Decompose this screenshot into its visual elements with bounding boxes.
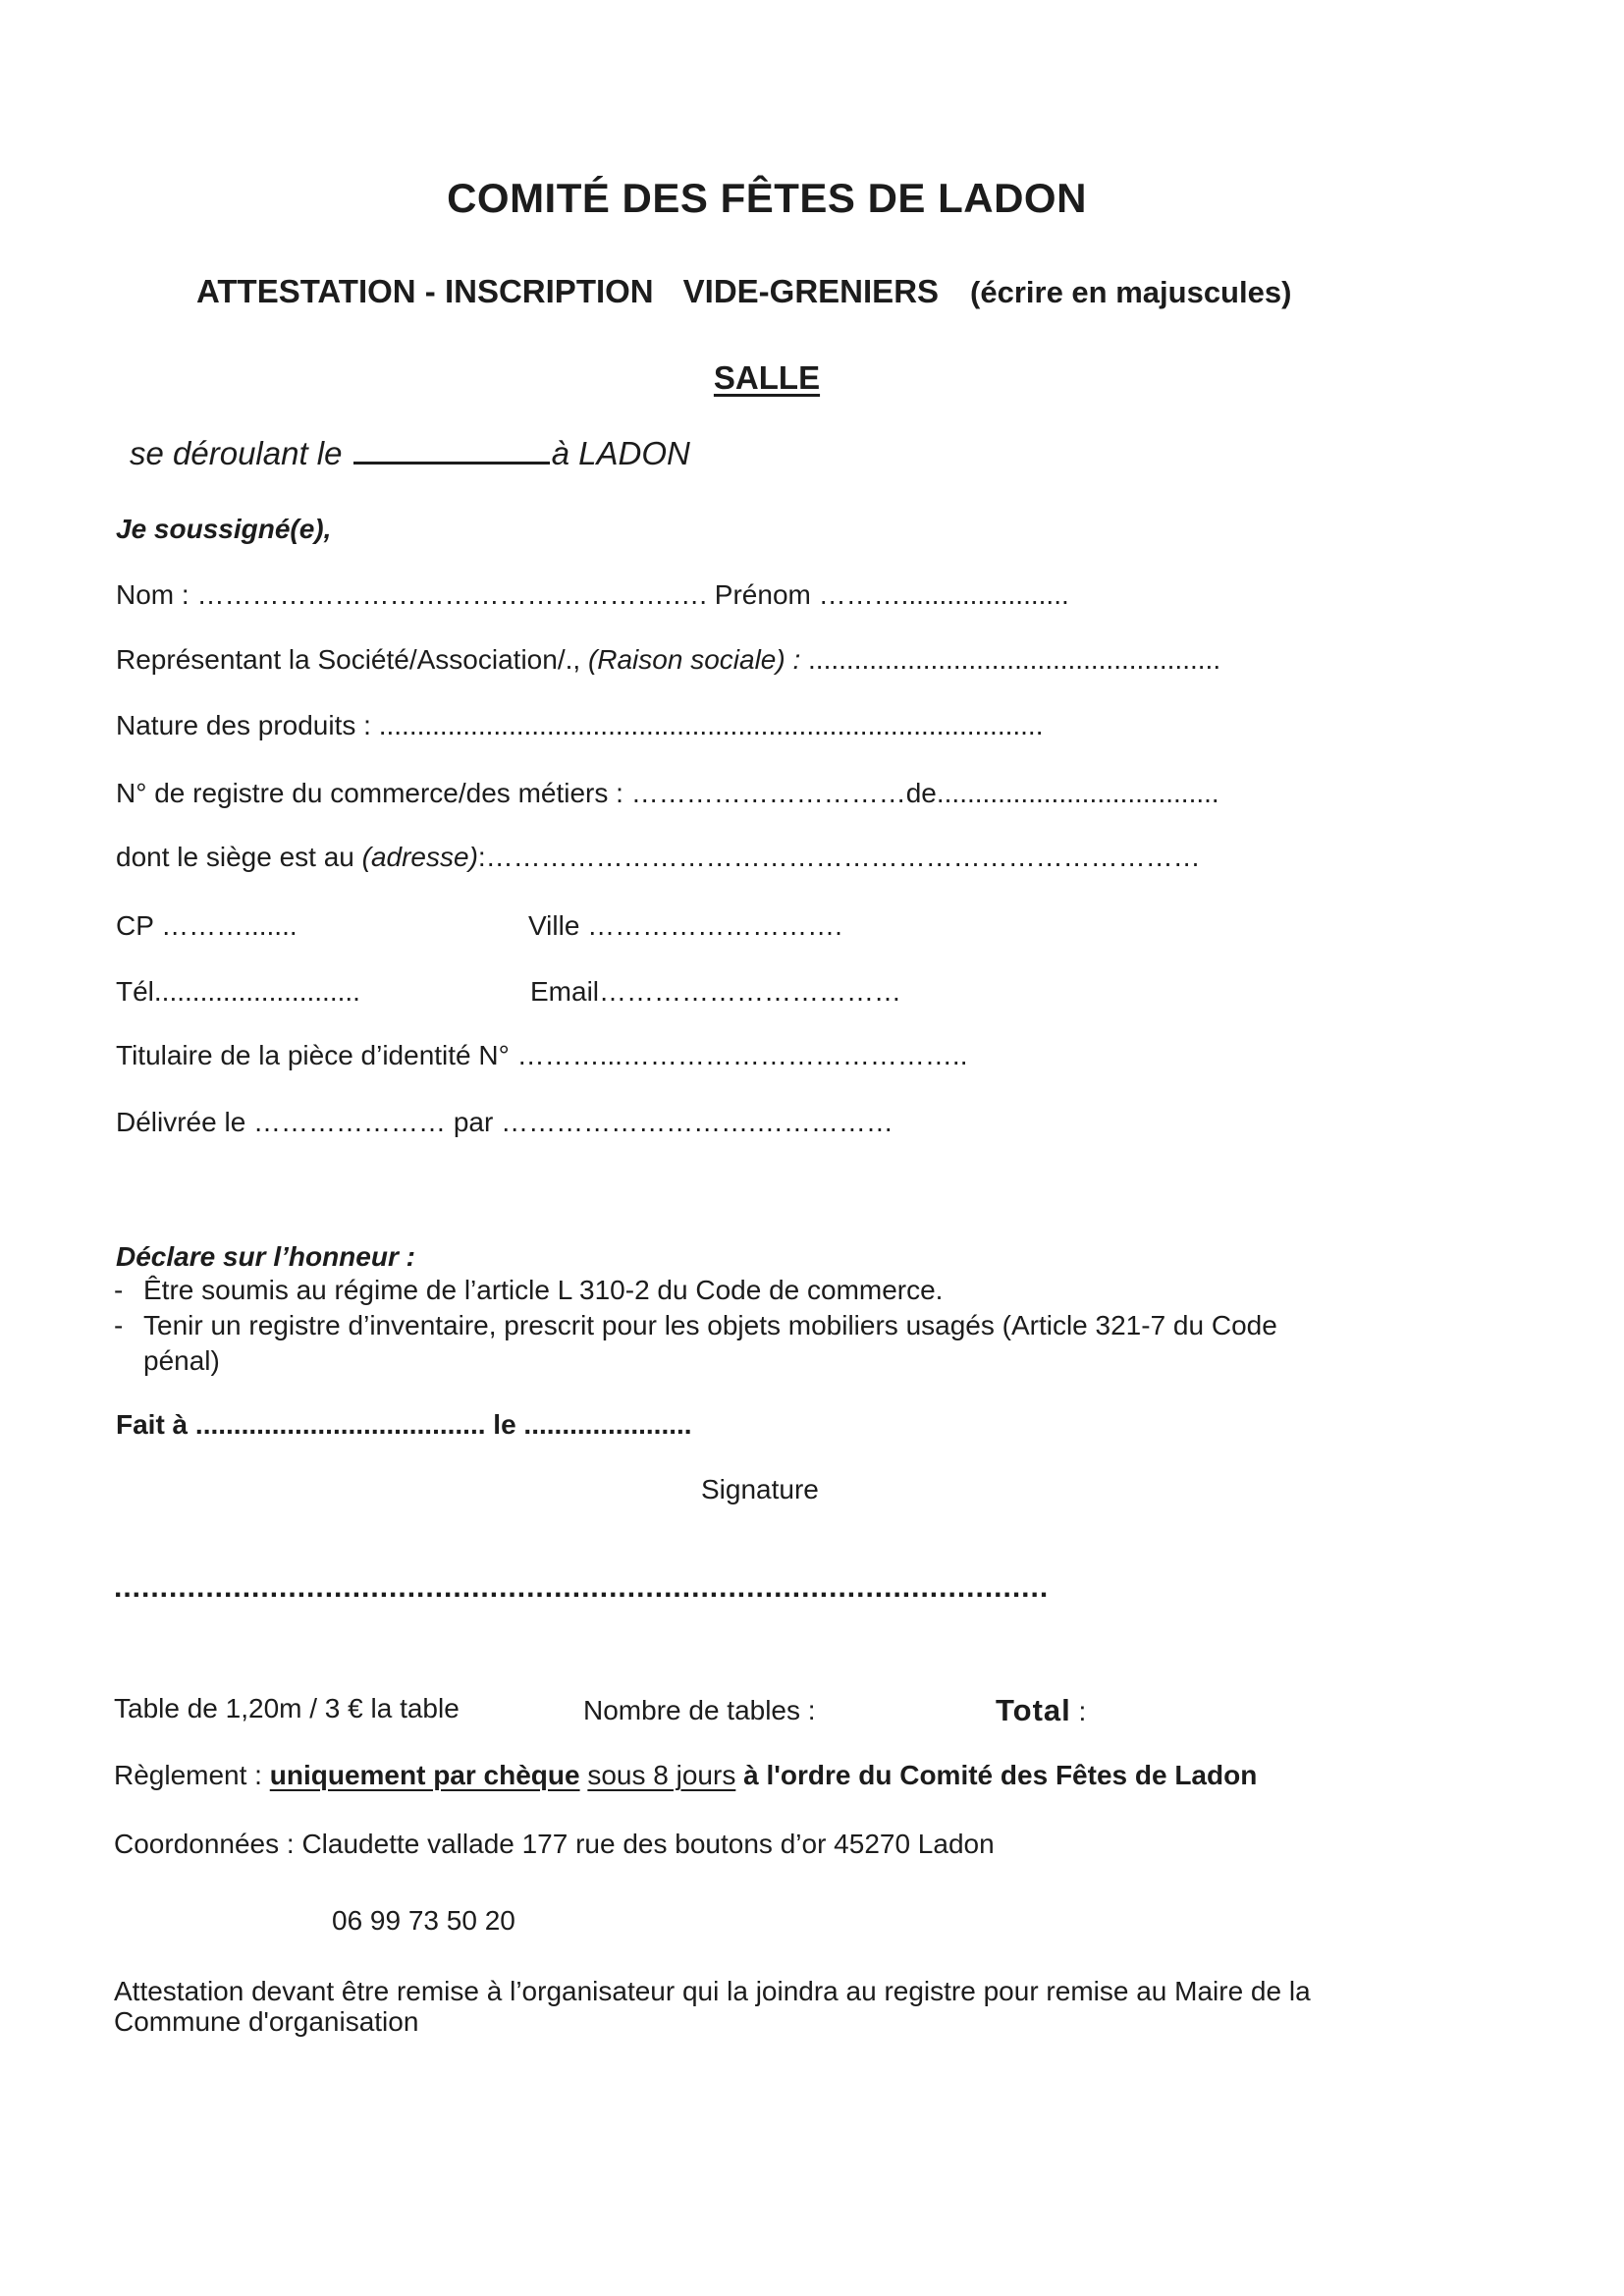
- siege-field-line[interactable]: dont le siège est au (adresse):……………………………………………………………………: [116, 842, 1201, 872]
- piece-identite-field[interactable]: Titulaire de la pièce d’identité N° ………...………………………………..: [116, 1040, 968, 1070]
- table-price: Table de 1,20m / 3 € la table: [114, 1693, 460, 1723]
- document-title: COMITÉ DES FÊTES DE LADON: [447, 175, 1087, 221]
- representant-field-line[interactable]: Représentant la Société/Association/., (Raison sociale) : ......................................................: [116, 644, 1221, 675]
- document-subtitle: [196, 273, 1291, 310]
- signature-label: Signature: [701, 1474, 819, 1504]
- email-field[interactable]: Email……………………………: [530, 976, 902, 1007]
- list-item: - Tenir un registre d’inventaire, prescrit pour les objets mobiliers usagés (Article 321-7 du Code pénal): [114, 1310, 1277, 1376]
- phone-number: 06 99 73 50 20: [332, 1905, 515, 1936]
- delivree-field-line[interactable]: Délivrée le ………………… par ……………………….……………: [116, 1107, 893, 1137]
- list-item: - Être soumis au régime de l’article L 310-2 du Code de commerce.: [114, 1275, 944, 1305]
- subtitle-note: (écrire en majuscules): [970, 275, 1292, 309]
- reglement-line: Règlement : uniquement par chèque sous 8 jours à l'ordre du Comité des Fêtes de Ladon: [114, 1760, 1258, 1790]
- total-label[interactable]: Total :: [996, 1693, 1087, 1727]
- declaration-heading: Déclare sur l’honneur :: [116, 1241, 415, 1272]
- ville-field[interactable]: Ville ……………………….: [528, 910, 842, 941]
- attestation-note: Attestation devant être remise à l’organisateur qui la joindra au registre pour remise au Maire de la Commune d'organisation: [114, 1976, 1311, 2037]
- salle-heading: SALLE: [713, 359, 821, 396]
- coordonnees-line: Coordonnées : Claudette vallade 177 rue des boutons d’or 45270 Ladon: [114, 1829, 995, 1859]
- nombre-tables-label[interactable]: Nombre de tables :: [583, 1695, 816, 1725]
- fait-a-line[interactable]: Fait à ...................................... le ......................: [116, 1409, 692, 1440]
- nature-field-line[interactable]: Nature des produits : .......................................................................................: [116, 710, 1044, 740]
- registre-field-line[interactable]: N° de registre du commerce/des métiers : …………………………de.....................................: [116, 778, 1219, 808]
- cp-field[interactable]: CP ……….......: [116, 910, 298, 941]
- event-date-field[interactable]: [353, 432, 550, 465]
- tel-field[interactable]: Tél...........................: [116, 976, 360, 1007]
- intro-text: Je soussigné(e),: [116, 514, 332, 544]
- event-date-line: se déroulant le à LADON: [130, 432, 690, 472]
- name-field-line[interactable]: Nom : …………………………………………….…. Prénom ………......................: [116, 579, 1069, 610]
- declaration-list: [114, 1273, 1351, 1379]
- separator-dotted-line: ......................................................................................................: [114, 1571, 1050, 1604]
- subtitle-left: ATTESTATION - INSCRIPTION: [196, 273, 654, 309]
- subtitle-right: VIDE-GRENIERS: [682, 273, 940, 309]
